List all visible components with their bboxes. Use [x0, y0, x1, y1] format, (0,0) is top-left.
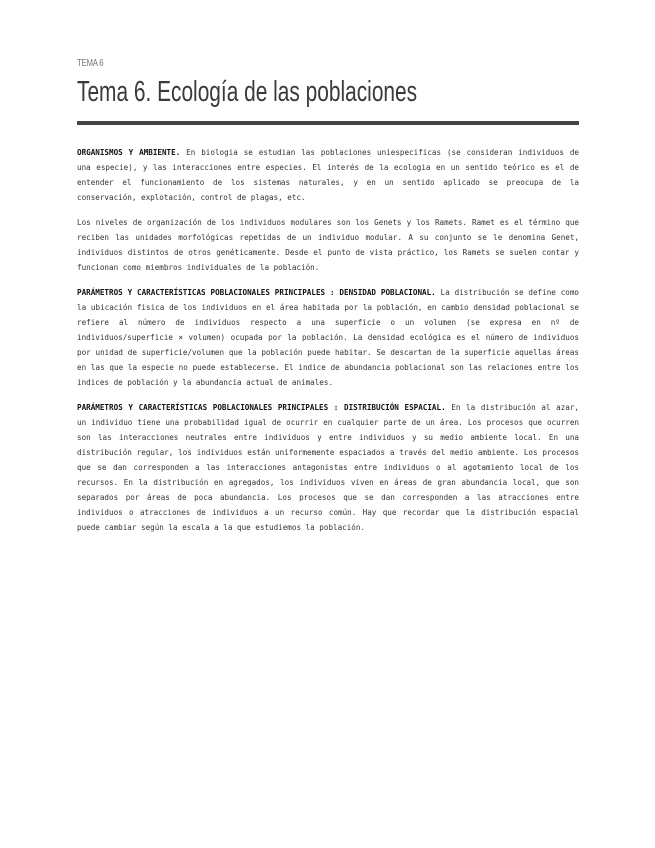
title-divider: [77, 121, 579, 125]
paragraph-lead: PARÁMETROS Y CARACTERÍSTICAS POBLACIONALES PRINCIPALES : DENSIDAD POBLACIONAL.: [77, 288, 436, 297]
paragraph-distribucion-espacial: [77, 400, 579, 535]
paragraph-lead: PARÁMETROS Y CARACTERÍSTICAS POBLACIONALES PRINCIPALES : DISTRIBUCIÓN ESPACIAL.: [77, 403, 446, 412]
paragraph-densidad-poblacional: [77, 285, 579, 390]
paragraph-text: En la distribución al azar, un individuo tiene una probabilidad igual de ocurrir en cualquier parte de un área. Los procesos que ocurren son las interacciones neutrales entre individuos y entre individuos y su medio ambiente local. En una distribución regular, los individuos están uniformemente espaciados a través del medio ambiente. Los procesos que se dan corresponden a las interacciones antagonistas entre individuos o al agotamiento local de los recursos. En la distribución en agregados, los individuos viven en áreas de gran abundancia local, que son separados por áreas de poca abundancia. Los procesos que se dan corresponden a las atracciones entre individuos o atracciones de individuos a un recurso común. Hay que recordar que la distribución espacial puede cambiar según la escala a la que estudiemos la población.: [77, 403, 579, 532]
paragraph-genets-ramets: [77, 215, 579, 275]
paragraph-text: Los niveles de organización de los individuos modulares son los Genets y los Ramets. Ramet es el término que reciben las unidades morfológicas repetidas de un individuo modular. A su conjunto se le denomina Genet, individuos distintos de otros genéticamente. Desde el punto de vista práctico, los Ramets se suelen contar y funcionan como miembros individuales de la población.: [77, 218, 579, 272]
paragraph-lead: ORGANISMOS Y AMBIENTE.: [77, 148, 181, 157]
chapter-kicker: TEMA 6: [77, 58, 104, 69]
paragraph-organismos-ambiente: [77, 145, 579, 205]
document-body: [77, 145, 579, 535]
document-page: [77, 58, 579, 545]
paragraph-text: La distribución se define como la ubicación fisica de los individuos en el área habitada por la población, en cambio densidad poblacional se refiere al número de individuos respecto a una superficie o un volumen (se expresa en nº de individuos/superficie × volumen) ocupada por la población. La densidad ecológica es el número de individuos por unidad de superficie/volumen que la población puede habitar. Se descartan de la superficie aquellas áreas en las que la especie no puede establecerse. El indice de abundancia poblacional son las relaciones entre los indices de población y la abundancia actual de animales.: [77, 288, 579, 387]
page-title: Tema 6. Ecología de las poblaciones: [77, 76, 418, 108]
paragraph-text: En biologia se estudian las poblaciones uniespecificas (se consideran individuos de una especie), y las interacciones entre especies. El interés de la ecologia en un sentido teórico es el de entender el funcionamiento de los sistemas naturales, y en un sentido aplicado se preocupa de la conservación, explotación, control de plagas, etc.: [77, 148, 579, 202]
